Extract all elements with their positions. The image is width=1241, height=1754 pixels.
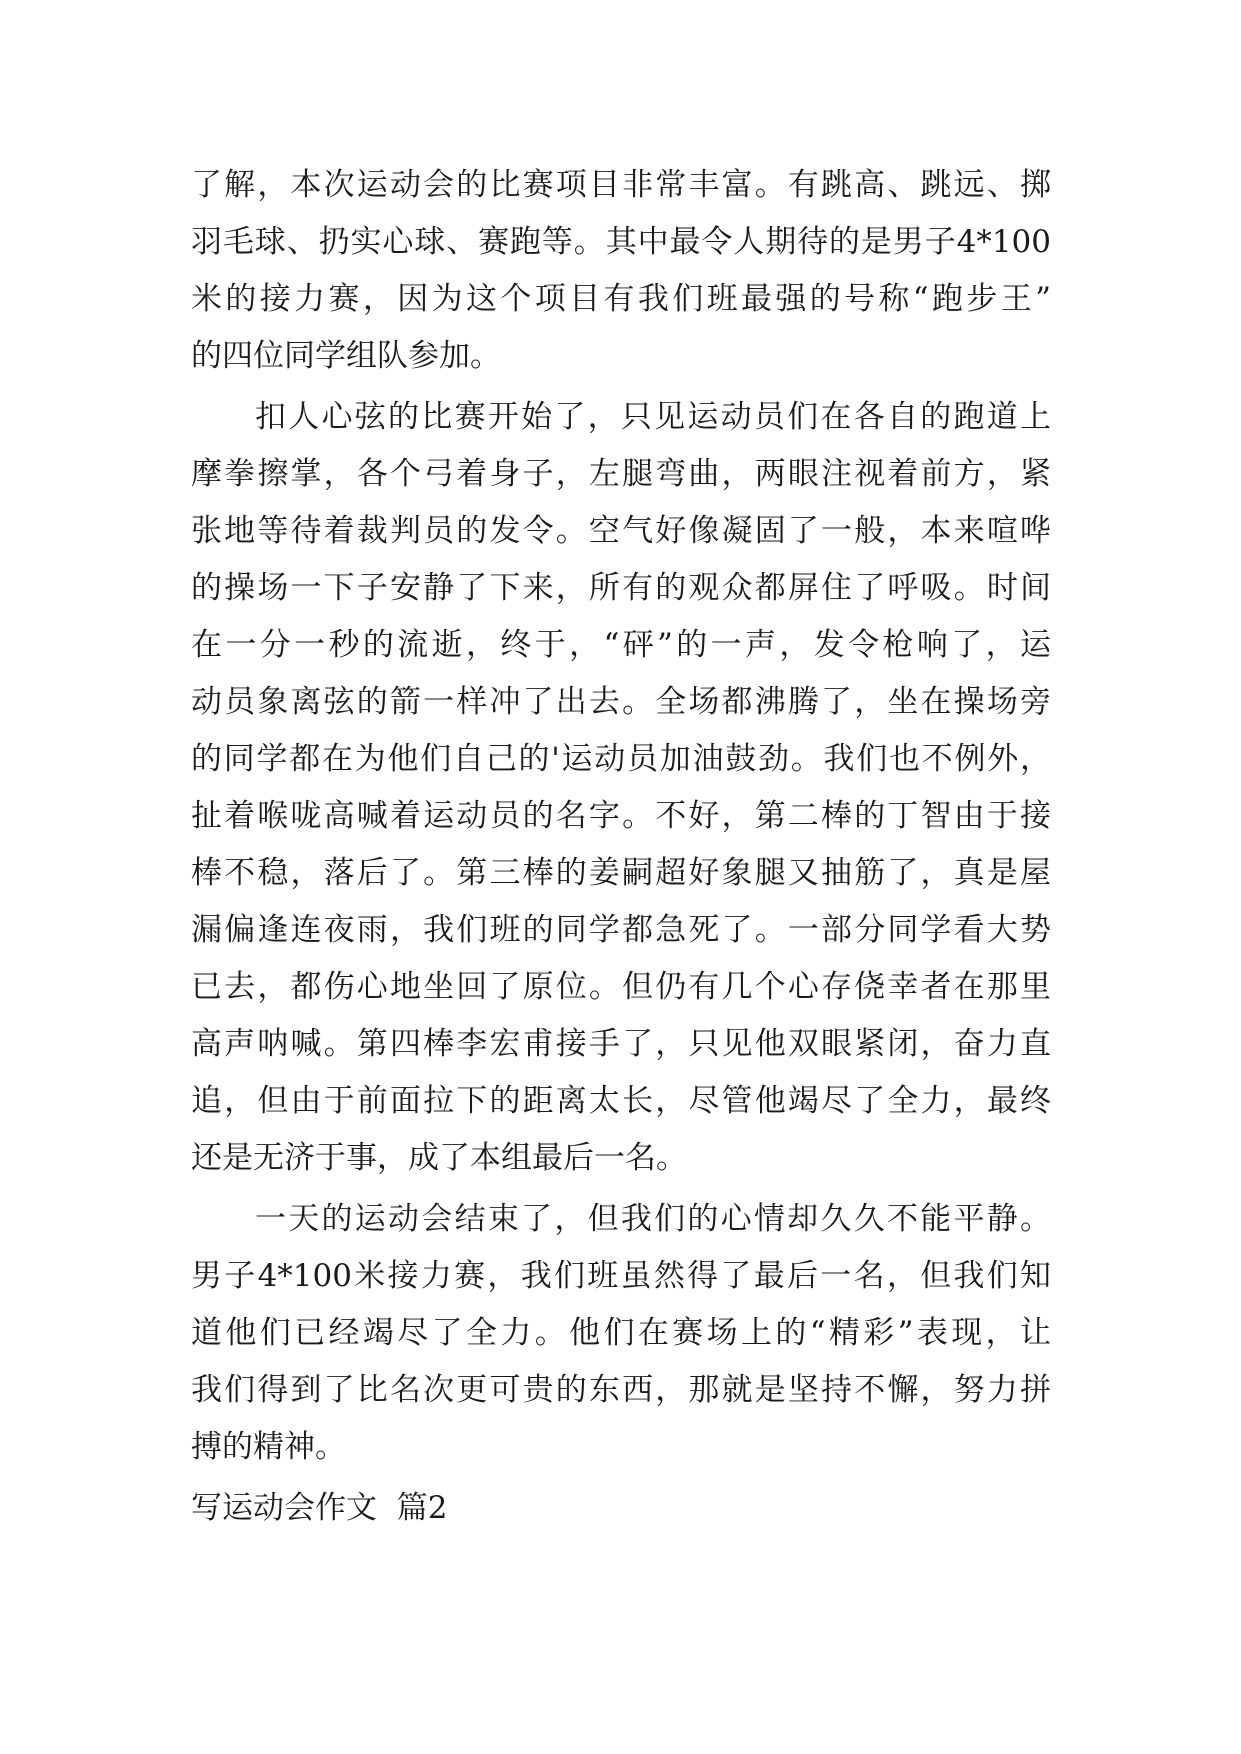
paragraph-line: 道他们已经竭尽了全力。他们在赛场上的“精彩”表现，让 — [191, 1315, 1051, 1351]
paragraph-line: 我们得到了比名次更可贵的东西，那就是坚持不懈，努力拼 — [191, 1372, 1051, 1408]
paragraph-line: 的操场一下子安静了下来，所有的观众都屏住了呼吸。时间 — [191, 570, 1051, 606]
paragraph-line: 米的接力赛，因为这个项目有我们班最强的号称“跑步王” — [191, 281, 1051, 317]
paragraph-line: 一天的运动会结束了，但我们的心情却久久不能平静。 — [255, 1201, 1051, 1237]
paragraph-line: 漏偏逢连夜雨，我们班的同学都急死了。一部分同学看大势 — [191, 912, 1051, 948]
paragraph-line: 的同学都在为他们自己的'运动员加油鼓劲。我们也不例外， — [191, 741, 1051, 777]
paragraph-line: 还是无济于事，成了本组最后一名。 — [191, 1140, 687, 1176]
paragraph-line: 动员象离弦的箭一样冲了出去。全场都沸腾了，坐在操场旁 — [191, 684, 1051, 720]
section-heading: 写运动会作文 篇2 — [191, 1490, 448, 1526]
paragraph-line: 扣人心弦的比赛开始了，只见运动员们在各自的跑道上 — [255, 399, 1051, 435]
paragraph-line: 搏的精神。 — [191, 1429, 346, 1465]
paragraph-line: 张地等待着裁判员的发令。空气好像凝固了一般，本来喧哗 — [191, 513, 1051, 549]
paragraph-line: 追，但由于前面拉下的距离太长，尽管他竭尽了全力，最终 — [191, 1083, 1051, 1119]
paragraph-line: 在一分一秒的流逝，终于，“砰”的一声，发令枪响了，运 — [191, 627, 1051, 663]
paragraph-line: 的四位同学组队参加。 — [191, 338, 501, 374]
paragraph-line: 了解，本次运动会的比赛项目非常丰富。有跳高、跳远、掷 — [191, 167, 1051, 203]
paragraph-line: 摩拳擦掌，各个弓着身子，左腿弯曲，两眼注视着前方，紧 — [191, 456, 1051, 492]
paragraph-line: 棒不稳，落后了。第三棒的姜嗣超好象腿又抽筋了，真是屋 — [191, 855, 1051, 891]
paragraph-line: 已去，都伤心地坐回了原位。但仍有几个心存侥幸者在那里 — [191, 969, 1051, 1005]
paragraph-line: 男子4*100米接力赛，我们班虽然得了最后一名，但我们知 — [191, 1258, 1051, 1294]
paragraph-line: 羽毛球、扔实心球、赛跑等。其中最令人期待的是男子4*100 — [191, 224, 1051, 260]
paragraph-line: 高声呐喊。第四棒李宏甫接手了，只见他双眼紧闭，奋力直 — [191, 1026, 1051, 1062]
paragraph-line: 扯着喉咙高喊着运动员的名字。不好，第二棒的丁智由于接 — [191, 798, 1051, 834]
